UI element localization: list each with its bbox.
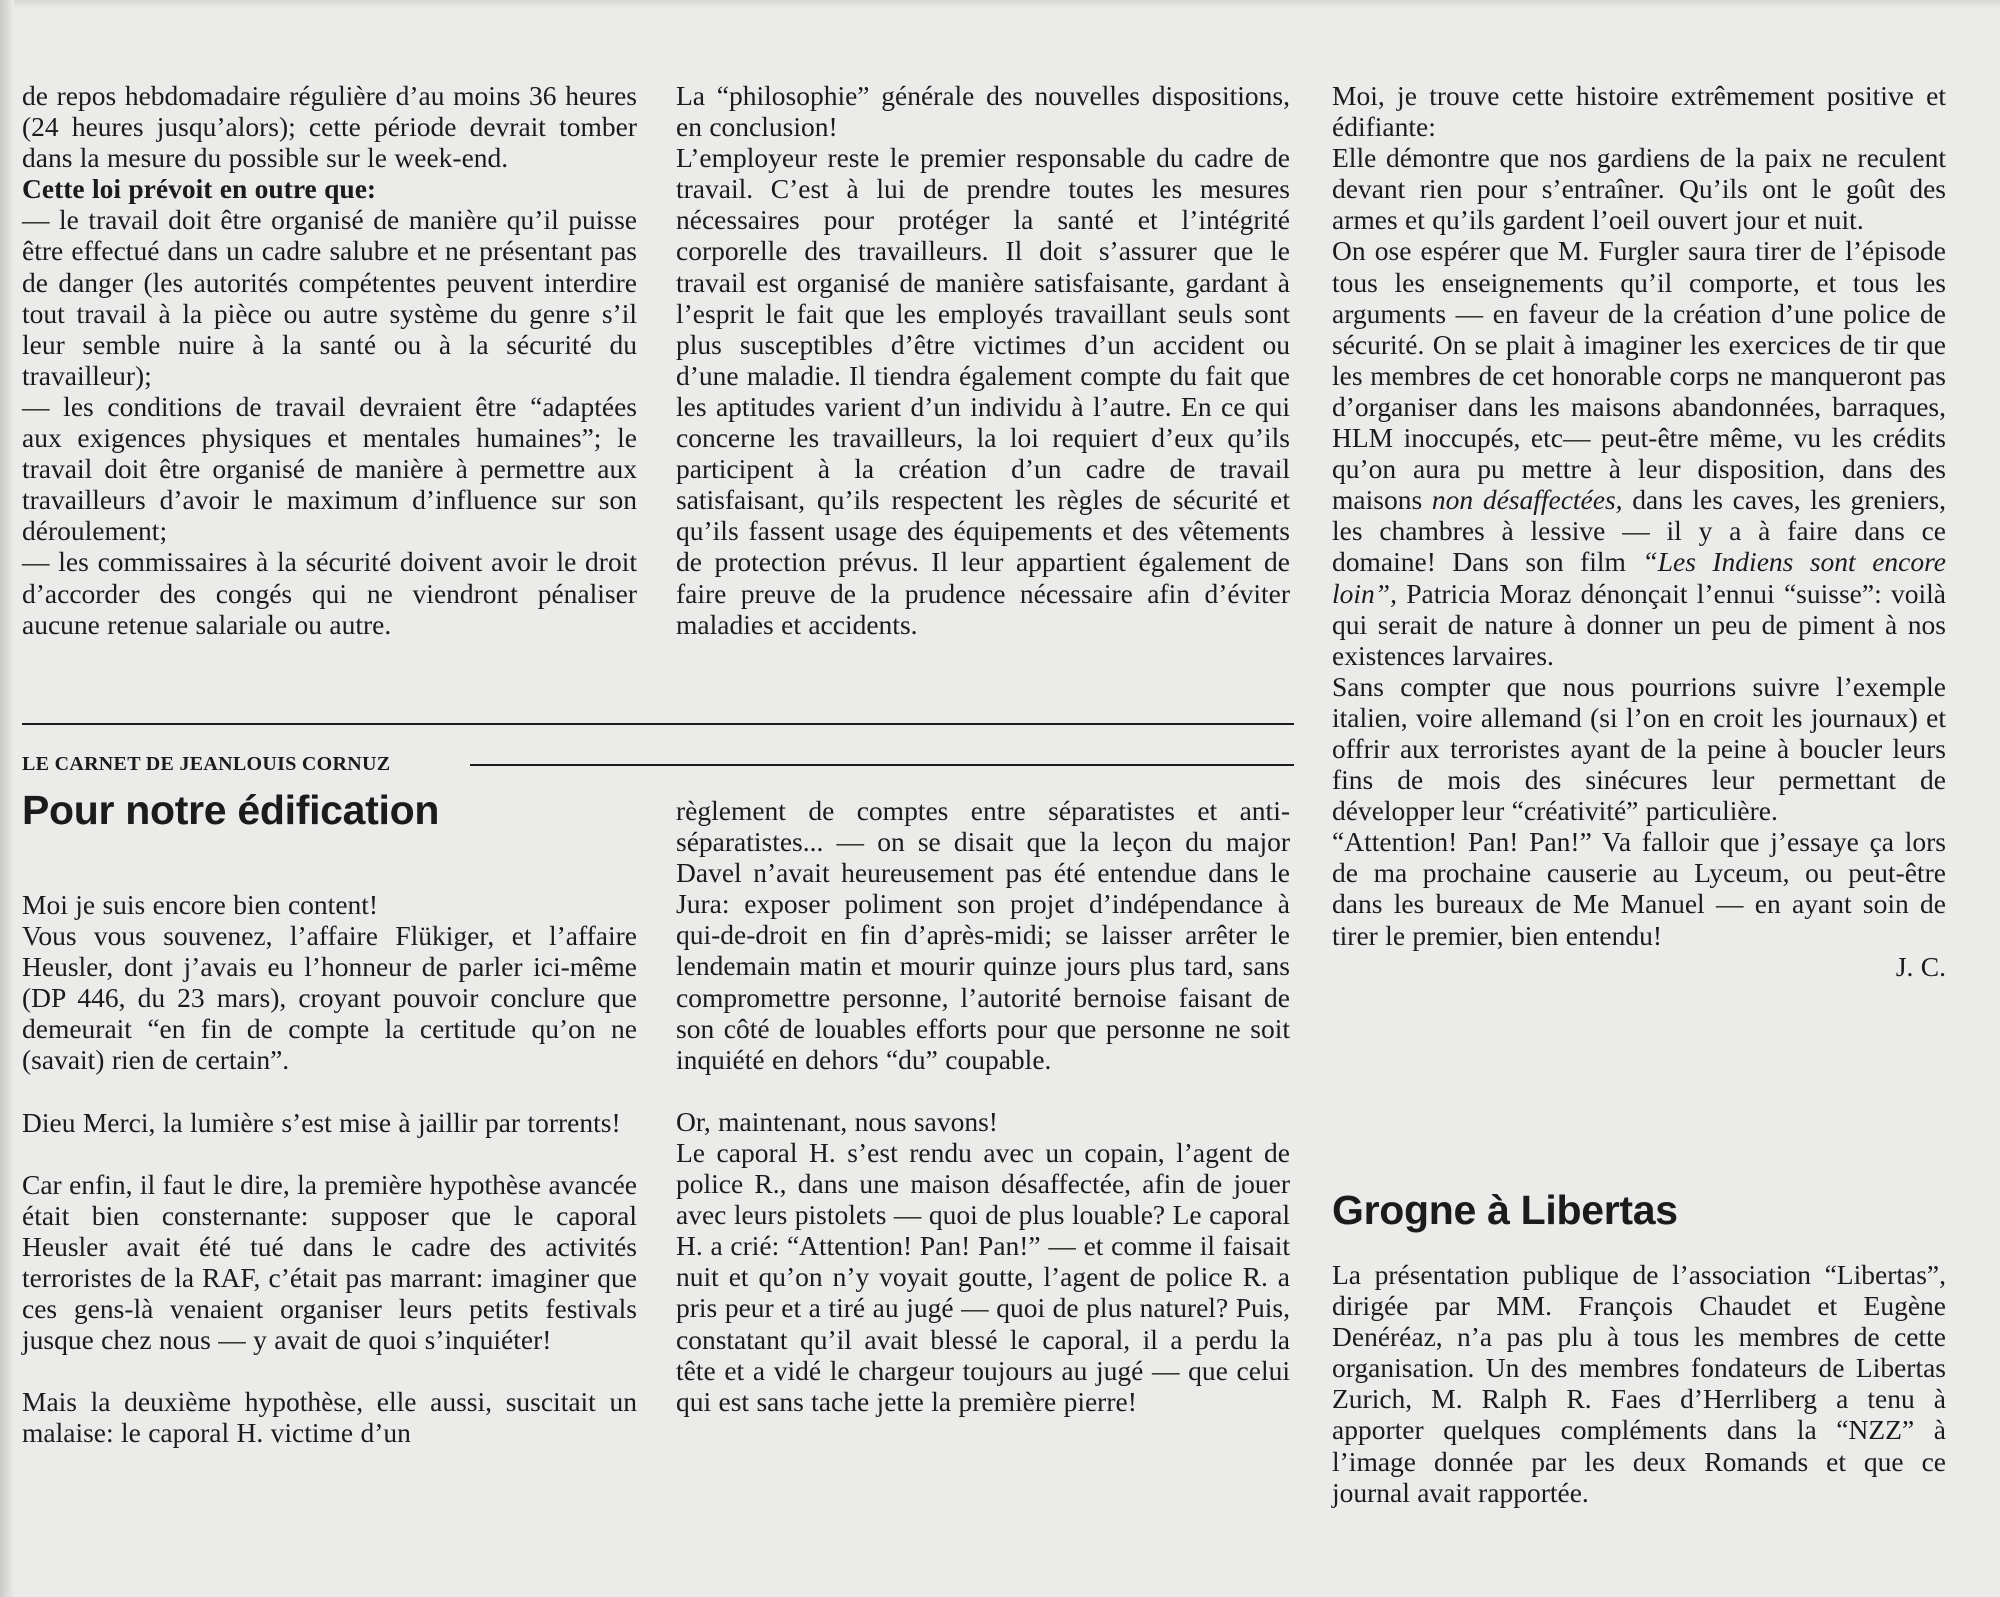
paragraph: Moi, je trouve cette histoire extrêmement positive et édifiante: xyxy=(1332,80,1946,143)
scan-left-edge xyxy=(0,0,14,1597)
libertas-headline: Grogne à Libertas xyxy=(1332,1187,1678,1233)
section-divider xyxy=(22,723,1294,725)
paragraph: Or, maintenant, nous savons! xyxy=(676,1105,998,1137)
carnet-column-1 xyxy=(22,889,637,1448)
film-title: “Les Indiens sont encore loin”, xyxy=(1332,546,1946,609)
paragraph: La présentation publique de l’association “Libertas”, dirigée par MM. François Chaudet et Eugène Denéréaz, n’a pas plu à tous les membres de cette organisation. Un des membres fondateurs de Libertas Zurich, M. Ralph R. Faes d’Herrliberg a tenu à apporter quelques compléments dans la “NZZ” à l’image donnée par les deux Romands et que ce journal avait rapportée. xyxy=(1332,1259,1946,1508)
text-run: dans les caves, les greniers, les chambres à lessive — il y a à faire dans ce domaine! Dans son film xyxy=(1332,484,1947,578)
paragraph: de repos hebdomadaire régulière d’au moins 36 heures (24 heures jusqu’alors); cette période devrait tomber dans la mesure du possible sur le week-end. xyxy=(22,80,637,174)
paragraph: règlement de comptes entre séparatistes et anti-séparatistes... — on se disait que la leçon du major Davel n’avait heureusement pas été entendue dans le Jura: exposer poliment son projet d’indépendance à qui-de-droit en fin d’après-midi; se laisser arrêter le lendemain matin et mourir quinze jours plus tard, sans compromettre personne, l’autorité bernoise faisant de son côté de louables efforts pour que personne ne soit inquiété en dehors “du” coupable. xyxy=(676,795,1290,1075)
top-article-column-1 xyxy=(22,80,637,640)
article-headline: Pour notre édification xyxy=(22,787,440,833)
carnet-column-3 xyxy=(1332,80,1946,982)
paragraph: Car enfin, il faut le dire, la première hypothèse avancée était bien consternante: supposer que le caporal Heusler avait été tué dans le cadre des activités terroristes de la RAF, c’était pas marrant: imaginer que ces gens-là venaient organiser leurs petits festivals jusque chez nous — y avait de quoi s’inquiéter! xyxy=(22,1168,637,1356)
paragraph: Le caporal H. s’est rendu avec un copain, l’agent de police R., dans une maison désaffectée, afin de jouer avec leurs pistolets — quoi de plus louable? Le caporal H. a crié: “Attention! Pan! Pan!” — et comme il faisait nuit et qu’on n’y voyait goutte, l’agent de police R. a pris peur et a tiré au jugé — quoi de plus naturel? Puis, constatant qu’il avait blessé le caporal, il a perdu la tête et a vidé le chargeur toujours au jugé — que celui qui est sans tache jette la première pierre! xyxy=(676,1136,1290,1417)
paragraph: Sans compter que nous pourrions suivre l’exemple italien, voire allemand (si l’on en croit les journaux) et offrir aux terroristes ayant de la peine à boucler leurs fins de mois des sinécures leur permettant de développer leur “créativité” particulière. xyxy=(1332,670,1946,827)
list-item: — les commissaires à la sécurité doivent avoir le droit d’accorder des congés qui ne viendront pénaliser aucune retenue salariale ou autre. xyxy=(22,546,637,640)
carnet-column-2 xyxy=(676,795,1290,1417)
text-run: On ose espérer que M. Furgler saura tirer de l’épisode tous les enseignements qu’il comporte, et tous les arguments — en faveur de la création d’une police de sécurité. On se plait à imaginer les exercices de tir que les membres de cet honorable corps ne manqueront pas d’organiser dans les maisons abandonnées, barraques, HLM inoccupés, etc— peut-être même, vu les crédits qu’on aura pu mettre à leur disposition, dans des maisons xyxy=(1332,235,1946,516)
italic-run: non désaffectées, xyxy=(1431,484,1623,516)
paragraph: L’employeur reste le premier responsable du cadre de travail. C’est à lui de prendre toutes les mesures nécessaires pour protéger la santé et l’intégrité corporelle des travailleurs. Il doit s’assurer que le travail est organisé de manière satisfaisante, gardant à l’esprit le fait que les employés travaillant seuls sont plus susceptibles d’être victimes d’un accident ou d’une maladie. Il tiendra également compte du fait que les aptitudes varient d’un individu à l’autre. En ce qui concerne les travailleurs, la loi requiert d’eux qu’ils participent à la création d’un cadre de travail satisfaisant, qu’ils respectent les règles de sécurité et qu’ils fassent usage des équipements et des vêtements de protection prévus. Il leur appartient également de faire preuve de la prudence nécessaire afin d’éviter maladies et accidents. xyxy=(676,142,1290,640)
author-signature: J. C. xyxy=(1895,950,1946,982)
list-item: — le travail doit être organisé de manière qu’il puisse être effectué dans un cadre salubre et ne présentant pas de danger (les autorités compétentes peuvent interdire tout travail à la pièce ou autre système du genre s’il leur semble nuire à la santé ou à la sécurité du travailleur); xyxy=(22,204,637,391)
kicker-rule xyxy=(470,764,1294,766)
paragraph xyxy=(1332,235,1946,670)
column-kicker: LE CARNET DE JEANLOUIS CORNUZ xyxy=(22,753,391,775)
text-run: Patricia Moraz dénonçait l’ennui “suisse”: voilà qui serait de nature à donner un peu de piment à nos existences larvaires. xyxy=(1332,577,1946,671)
paragraph: Moi je suis encore bien content! xyxy=(22,889,379,920)
paragraph: Vous vous souvenez, l’affaire Flükiger, et l’affaire Heusler, dont j’avais eu l’honneur de parler ici-même (DP 446, du 23 mars), croyant pouvoir conclure que demeurait “en fin de compte la certitude qu’on ne (savait) rien de certain”. xyxy=(22,920,637,1076)
top-article-column-2 xyxy=(676,80,1290,640)
paragraph: Dieu Merci, la lumière s’est mise à jaillir par torrents! xyxy=(22,1106,621,1138)
paragraph-lead-in: Cette loi prévoit en outre que: xyxy=(22,173,377,205)
paragraph: La “philosophie” générale des nouvelles dispositions, en conclusion! xyxy=(676,80,1290,143)
scan-top-edge xyxy=(0,0,2000,8)
libertas-column xyxy=(1332,1259,1946,1508)
paragraph: “Attention! Pan! Pan!” Va falloir que j’essaye ça lors de ma prochaine causerie au Lyceum, ou peut-être dans les bureaux de Me Manuel — en ayant soin de tirer le premier, bien entendu! xyxy=(1332,826,1946,951)
paragraph: Elle démontre que nos gardiens de la paix ne reculent devant rien pour s’entraîner. Qu’ils ont le goût des armes et qu’ils gardent l’oeil ouvert jour et nuit. xyxy=(1332,142,1946,236)
paragraph: Mais la deuxième hypothèse, elle aussi, suscitait un malaise: le caporal H. victime d’un xyxy=(22,1386,637,1449)
list-item: — les conditions de travail devraient être “adaptées aux exigences physiques et mentales humaines”; le travail doit être organisé de manière à permettre aux travailleurs d’avoir le maximum d’influence sur son déroulement; xyxy=(22,390,637,547)
